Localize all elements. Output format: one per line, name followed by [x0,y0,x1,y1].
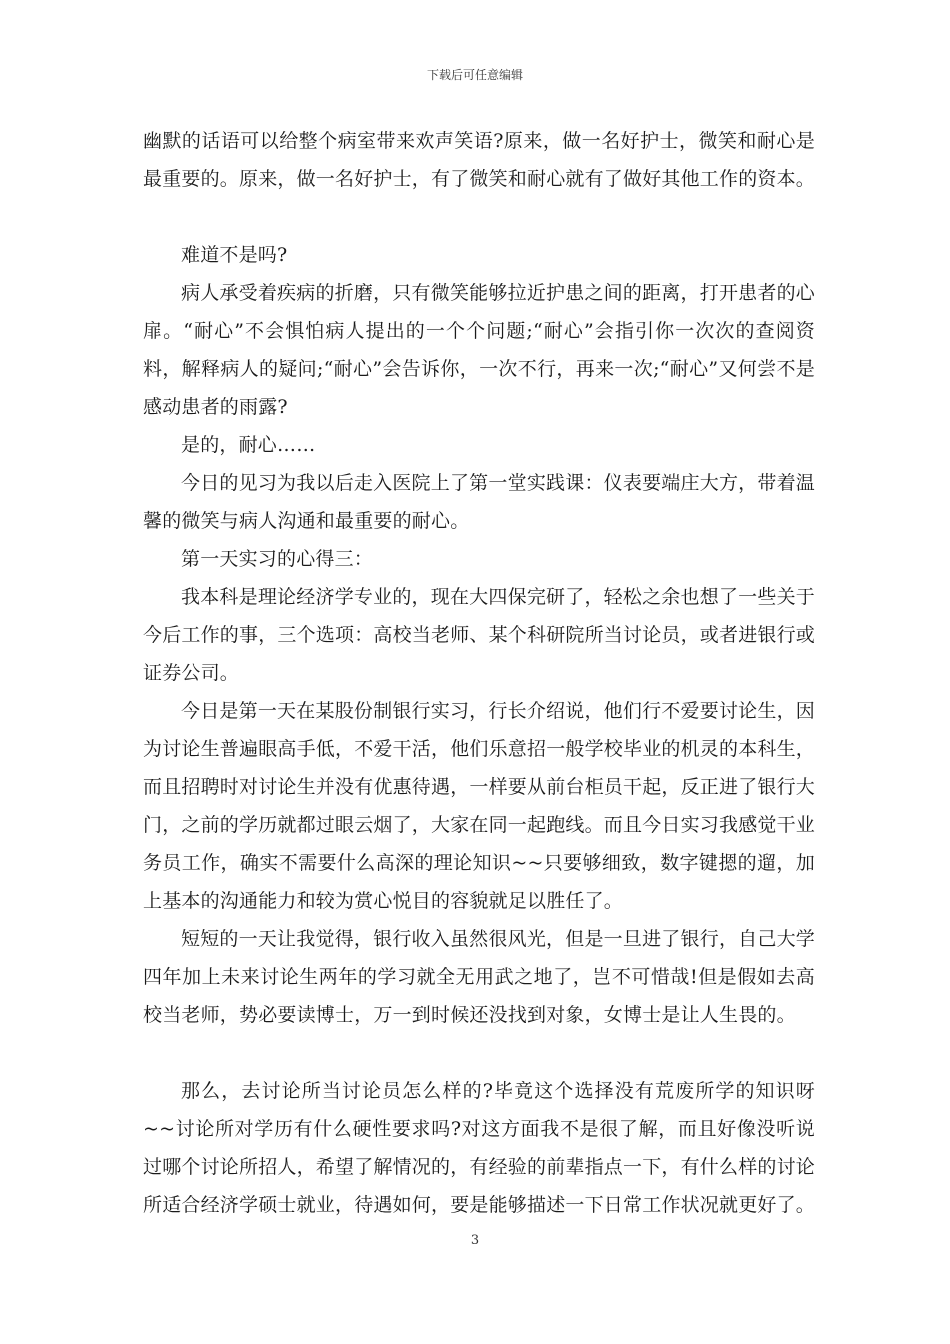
paragraph-reflection: 短短的一天让我觉得，银行收入虽然很风光，但是一旦进了银行，自己大学四年加上未来讨论生两年的学习就全无用武之地了，岂不可惜哉!但是假如去高校当老师，势必要读博士，万一到时候还没找到对象，女博士是让人生畏的。 [143,928,815,1026]
paragraph-background: 我本科是理论经济学专业的，现在大四保完研了，轻松之余也想了一些关于今后工作的事，三个选项：高校当老师、某个科研院所当讨论员，或者进银行或证券公司。 [143,586,816,684]
paragraph-bank-internship: 今日是第一天在某股份制银行实习，行长介绍说，他们行不爱要讨论生，因为讨论生普遍眼高手低，不爱干活，他们乐意招一般学校毕业的机灵的本科生，而且招聘时对讨论生并没有优惠待遇，一样要从前台柜员干起，反正进了银行大门，之前的学历就都过眼云烟了，大家在同一起跑线。而且今日实习我感觉干业务员工作，确实不需要什么高深的理论知识~~只要够细致，数字键摁的遛，加上基本的沟通能力和较为赏心悦目的容貌就足以胜任了。 [143,700,816,912]
document-body [143,122,815,1224]
page-number: 3 [470,1233,480,1248]
paragraph-continued: 幽默的话语可以给整个病室带来欢声笑语?原来，做一名好护士，微笑和耐心是最重要的。原来，做一名好护士，有了微笑和耐心就有了做好其他工作的资本。 [143,130,816,190]
paragraph-first-lesson: 今日的见习为我以后走入医院上了第一堂实践课：仪表要端庄大方，带着温馨的微笑与病人沟通和最重要的耐心。 [143,472,815,532]
paragraph-question: 难道不是吗? [181,244,288,266]
paragraph-patience: 病人承受着疾病的折磨，只有微笑能够拉近护患之间的距离，打开患者的心扉。“耐心”不会惧怕病人提出的一个个问题;“耐心”会指引你一次次的查阅资料，解释病人的疑问;“耐心”会告诉你，一次不行，再来一次;“耐心”又何尝不是感动患者的雨露? [143,282,815,418]
paragraph-yes-patience: 是的，耐心…… [181,434,316,456]
section-heading-experience-three: 第一天实习的心得三： [181,548,374,570]
paragraph-research-institute: 那么，去讨论所当讨论员怎么样的?毕竟这个选择没有荒废所学的知识呀~~讨论所对学历有什么硬性要求吗?对这方面我不是很了解，而且好像没听说过哪个讨论所招人，希望了解情况的，有经验的前辈指点一下，有什么样的讨论所适合经济学硕士就业，待遇如何，要是能够描述一下日常工作状况就更好了。 [143,1080,816,1216]
page-header: 下载后可任意编辑 [426,68,523,82]
